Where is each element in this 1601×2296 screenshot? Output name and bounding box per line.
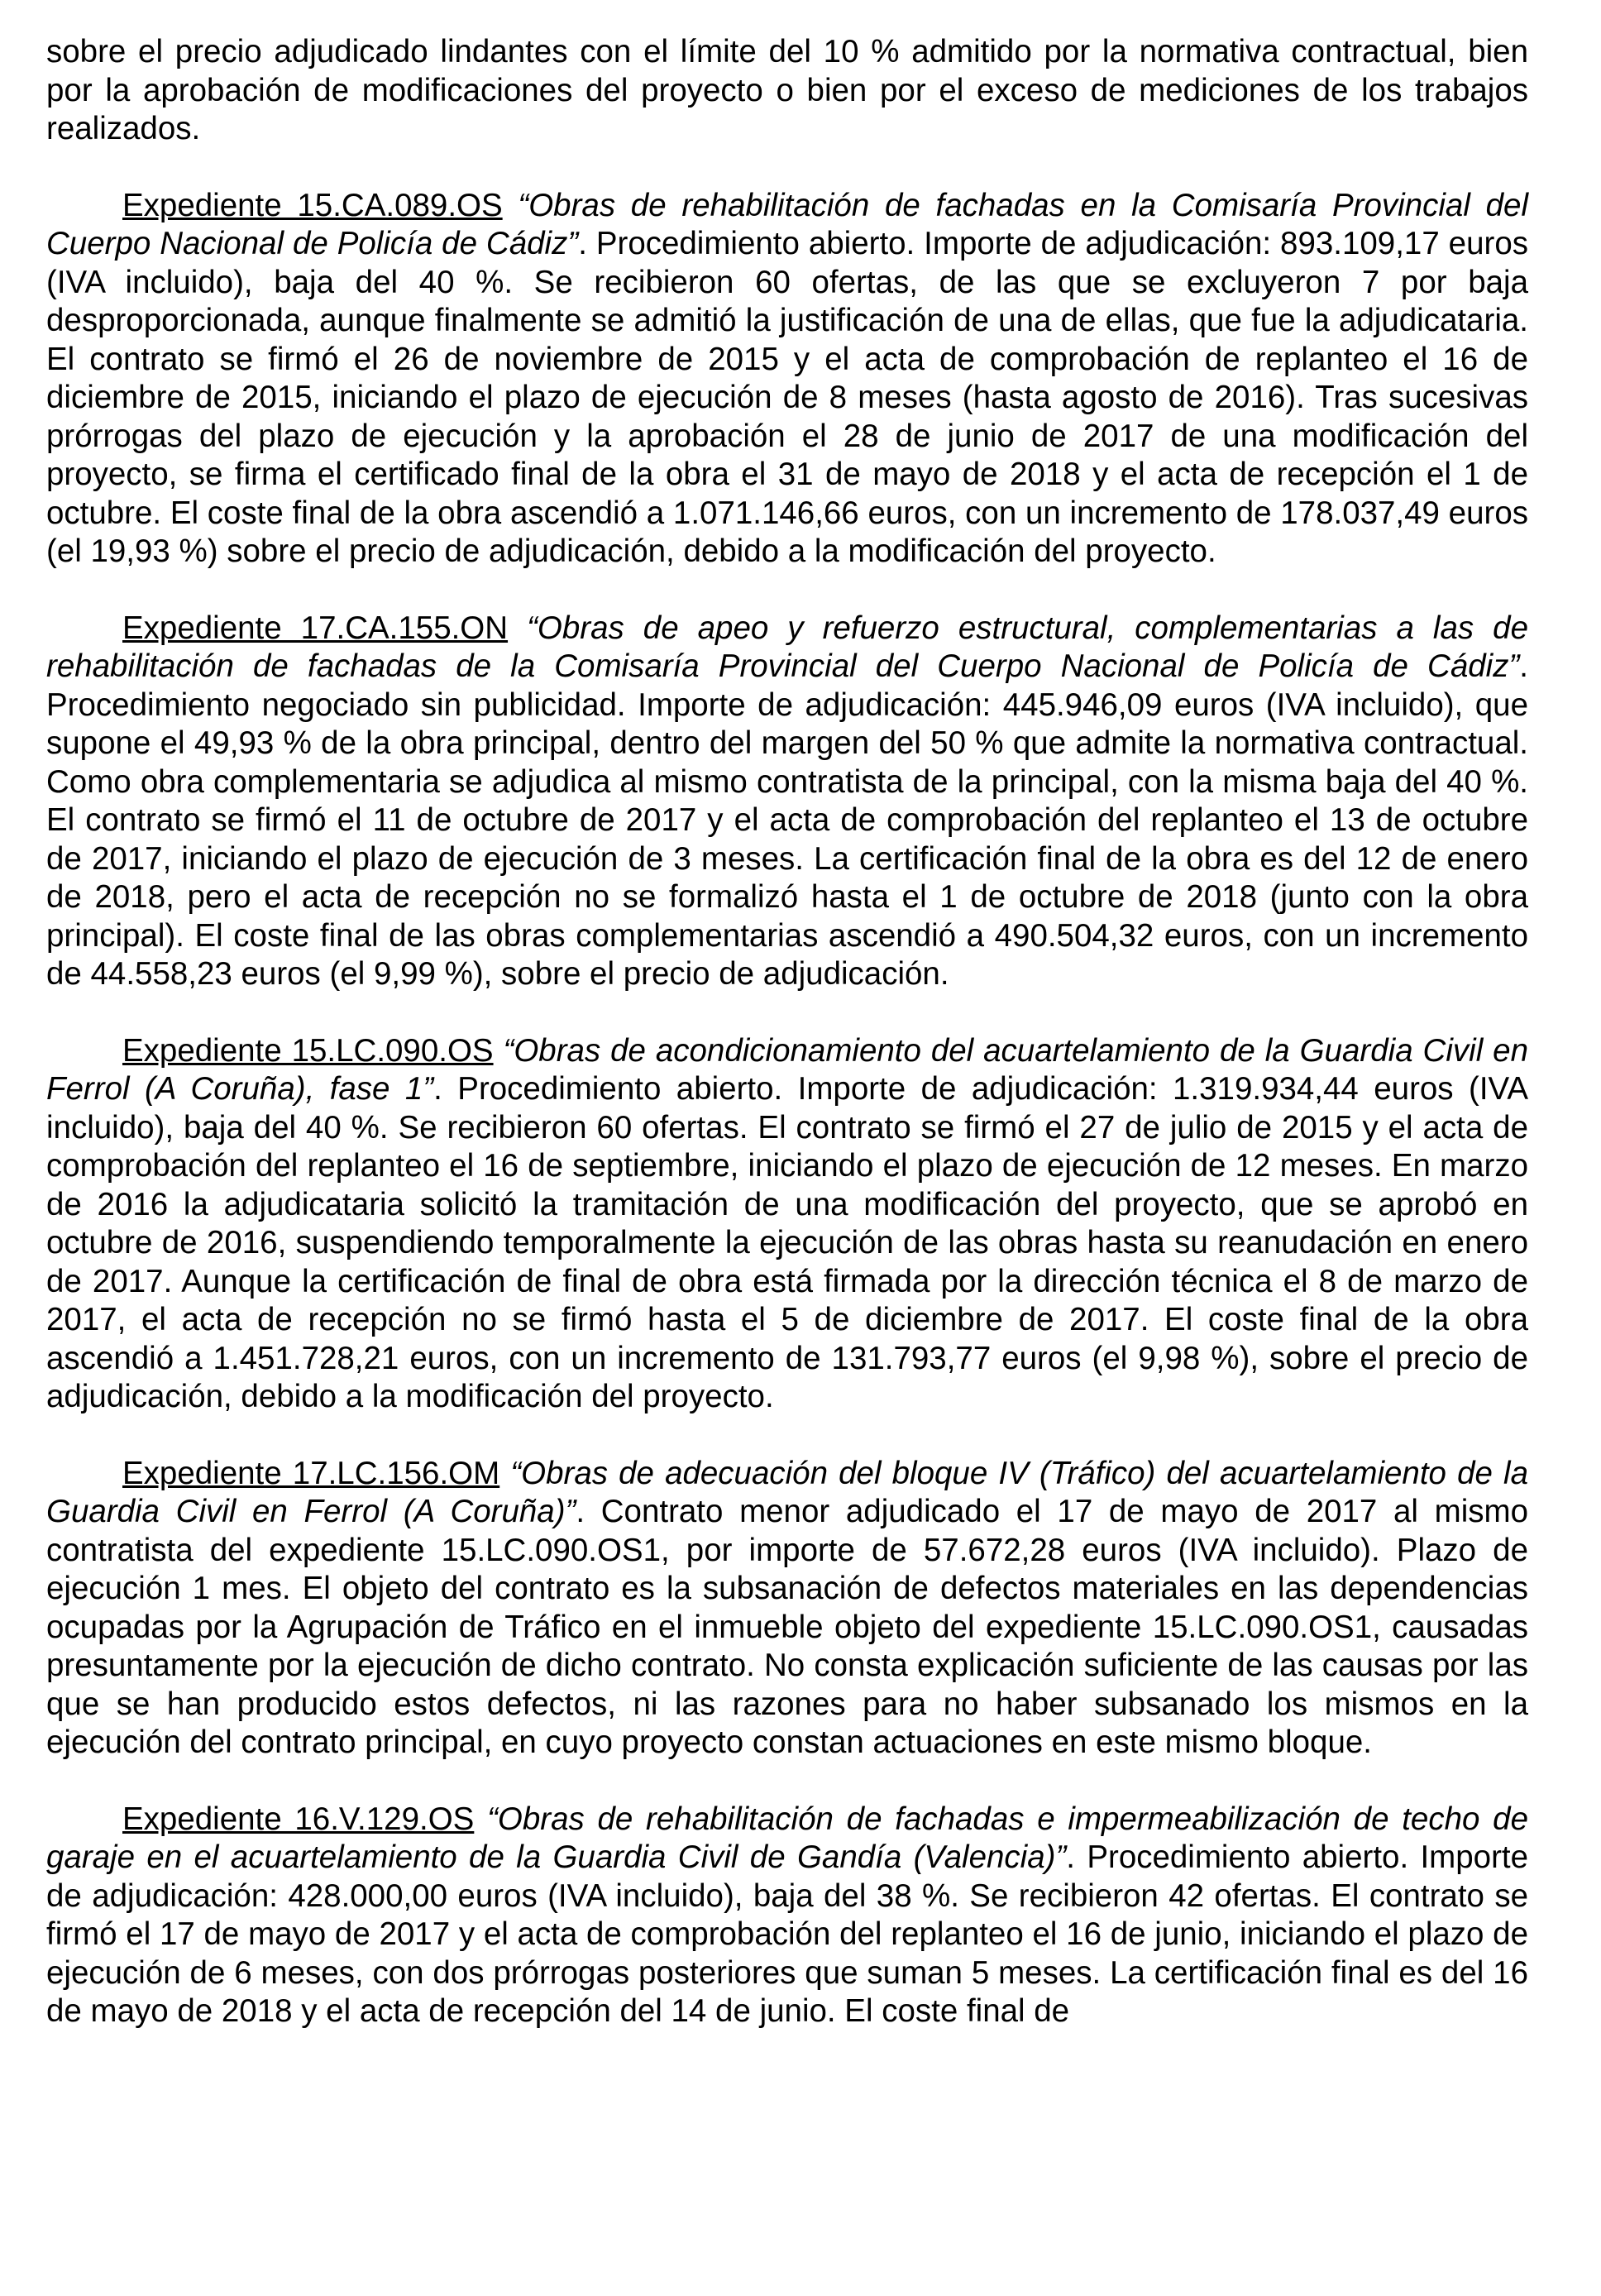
paragraph-17-lc-156-om bbox=[46, 1455, 1528, 1763]
expediente-title: “Obras de rehabilitación de fachadas e impermeabilización de techo de garaje en el acuartelamiento de la Guardia Civil de Gandía (Valencia)” bbox=[46, 1801, 1528, 1875]
paragraph-16-v-129-os bbox=[46, 1801, 1528, 2031]
expediente-title: “Obras de acondicionamiento del acuartelamiento de la Guardia Civil en Ferrol (A Coruña), fase 1” bbox=[46, 1032, 1528, 1107]
expediente-reference: Expediente 15.CA.089.OS bbox=[122, 187, 503, 223]
paragraph-17-ca-155-on bbox=[46, 610, 1528, 994]
expediente-reference: Expediente 15.LC.090.OS bbox=[122, 1032, 494, 1069]
expediente-body: . Procedimiento abierto. Importe de adjudicación: 893.109,17 euros (IVA incluido), baja del 40 %. Se recibieron 60 ofertas, de las que se excluyeron 7 por baja desproporcionada, aunque finalmente se admitió la justificación de una de ellas, que fue la adjudicataria. El contrato se firmó el 26 de noviembre de 2015 y el acta de comprobación de replanteo el 16 de diciembre de 2015, iniciando el plazo de ejecución de 8 meses (hasta agosto de 2016). Tras sucesivas prórrogas del plazo de ejecución y la aprobación el 28 de junio de 2017 de una modificación del proyecto, se firma el certificado final de la obra el 31 de mayo de 2018 y el acta de recepción el 1 de octubre. El coste final de la obra ascendió a 1.071.146,66 euros, con un incremento de 178.037,49 euros (el 19,93 %) sobre el precio de adjudicación, debido a la modificación del proyecto. bbox=[46, 226, 1528, 569]
expediente-reference: Expediente 17.LC.156.OM bbox=[122, 1455, 500, 1491]
paragraph-15-ca-089-os bbox=[46, 187, 1528, 572]
expediente-reference: Expediente 16.V.129.OS bbox=[122, 1801, 475, 1837]
expediente-body: . Contrato menor adjudicado el 17 de mayo de 2017 al mismo contratista del expediente 15.LC.090.OS1, por importe de 57.672,28 euros (IVA incluido). Plazo de ejecución 1 mes. El objeto del contrato es la subsanación de defectos materiales en las dependencias ocupadas por la Agrupación de Tráfico en el inmueble objeto del expediente 15.LC.090.OS1, causadas presuntamente por la ejecución de dicho contrato. No consta explicación suficiente de las causas por las que se han producido estos defectos, ni las razones para no haber subsanado los mismos en la ejecución del contrato principal, en cuyo proyecto constan actuaciones en este mismo bloque. bbox=[46, 1494, 1528, 1760]
expediente-body: . Procedimiento abierto. Importe de adjudicación: 428.000,00 euros (IVA incluido), baja del 38 %. Se recibieron 42 ofertas. El contrato se firmó el 17 de mayo de 2017 y el acta de comprobación del replanteo el 16 de junio, iniciando el plazo de ejecución de 6 meses, con dos prórrogas posteriores que suman 5 meses. La certificación final es del 16 de mayo de 2018 y el acta de recepción del 14 de junio. El coste final de bbox=[46, 1839, 1528, 2029]
paragraph-15-lc-090-os bbox=[46, 1032, 1528, 1417]
expediente-title: “Obras de apeo y refuerzo estructural, complementarias a las de rehabilitación de fachadas de la Comisaría Provincial del Cuerpo Nacional de Policía de Cádiz” bbox=[46, 610, 1528, 684]
expediente-body: . Procedimiento negociado sin publicidad. Importe de adjudicación: 445.946,09 euros (IVA incluido), que supone el 49,93 % de la obra principal, dentro del margen del 50 % que admite la normativa contractual. Como obra complementaria se adjudica al mismo contratista de la principal, con la misma baja del 40 %. El contrato se firmó el 11 de octubre de 2017 y el acta de comprobación del replanteo el 13 de octubre de 2017, iniciando el plazo de ejecución de 3 meses. La certificación final de la obra es del 12 de enero de 2018, pero el acta de recepción no se formalizó hasta el 1 de octubre de 2018 (junto con la obra principal). El coste final de las obras complementarias ascendió a 490.504,32 euros, con un incremento de 44.558,23 euros (el 9,99 %), sobre el precio de adjudicación. bbox=[46, 648, 1528, 992]
expediente-title: “Obras de rehabilitación de fachadas en la Comisaría Provincial del Cuerpo Nacional de Policía de Cádiz” bbox=[46, 187, 1528, 261]
opening-paragraph: sobre el precio adjudicado lindantes con el límite del 10 % admitido por la normativa contractual, bien por la aprobación de modificaciones del proyecto o bien por el exceso de mediciones de los trabajos realizados. bbox=[46, 34, 1528, 146]
expediente-title: “Obras de adecuación del bloque IV (Tráfico) del acuartelamiento de la Guardia Civil en Ferrol (A Coruña)” bbox=[46, 1455, 1528, 1529]
document-page bbox=[46, 33, 1528, 2031]
expediente-reference: Expediente 17.CA.155.ON bbox=[122, 610, 509, 646]
expediente-body: . Procedimiento abierto. Importe de adjudicación: 1.319.934,44 euros (IVA incluido), baja del 40 %. Se recibieron 60 ofertas. El contrato se firmó el 27 de julio de 2015 y el acta de comprobación del replanteo el 16 de septiembre, iniciando el plazo de ejecución de 12 meses. En marzo de 2016 la adjudicataria solicitó la tramitación de una modificación del proyecto, que se aprobó en octubre de 2016, suspendiendo temporalmente la ejecución de las obras hasta su reanudación en enero de 2017. Aunque la certificación de final de obra está firmada por la dirección técnica el 8 de marzo de 2017, el acta de recepción no se firmó hasta el 5 de diciembre de 2017. El coste final de la obra ascendió a 1.451.728,21 euros, con un incremento de 131.793,77 euros (el 9,98 %), sobre el precio de adjudicación, debido a la modificación del proyecto. bbox=[46, 1071, 1529, 1414]
